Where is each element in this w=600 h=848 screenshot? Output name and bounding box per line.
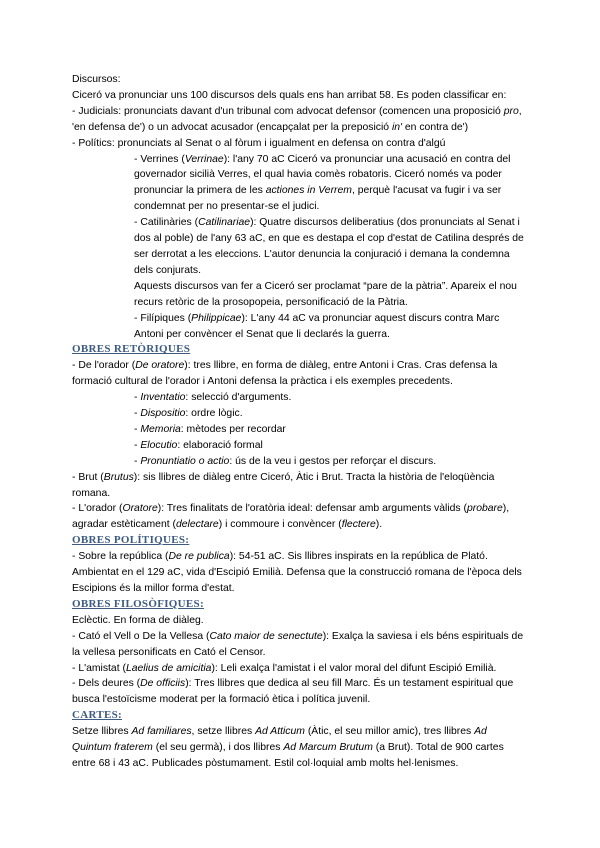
list-item: - Memoria: mètodes per recordar bbox=[134, 423, 286, 435]
list-item: - Pronuntiatio o actio: ús de la veu i gestos per reforçar el discurs. bbox=[134, 455, 437, 467]
politiques-heading: OBRES POLÍTIQUES: bbox=[72, 534, 190, 547]
filipiques-paragraph: - Filípiques (Philippicae): L'any 44 aC va pronunciar aquest discurs contra Marc Antoni per convèncer el Senat que li declarés la guerra. bbox=[134, 312, 500, 340]
retoriques-heading: OBRES RETÒRIQUES bbox=[72, 343, 191, 356]
list-item: - Inventatio: selecció d'arguments. bbox=[134, 392, 292, 404]
republica-paragraph: - Sobre la república (De re publica): 54-51 aC. Sis llibres inspirats en la república de Plató. Ambientat en el 129 aC, vida d'Escipió Emilià. Defensa que la construcció romana de l'època dels Escipions és la millor forma d'estat. bbox=[72, 551, 522, 594]
aquests-paragraph: Aquests discursos van fer a Ciceró ser proclamat “pare de la pàtria”. Apareix el nou recurs retòric de la prosopopeia, personificació de la Pàtria. bbox=[134, 280, 517, 308]
cartes-paragraph: Setze llibres Ad familiares, setze llibres Ad Atticum (Àtic, el seu millor amic), tres llibres Ad Quintum fraterem (el seu germà), i dos llibres Ad Marcum Brutum (a Brut). Total de 900 cartes entre 68 i 43 aC. Publicades pòstumament. Estil col·loquial amb molts hel·lenismes. bbox=[72, 726, 504, 769]
amistat-paragraph: - L'amistat (Laelius de amicitia): Leli exalça l'amistat i el valor moral del difunt Escipió Emilià. bbox=[72, 662, 497, 674]
filosofiques-heading: OBRES FILOSÒFIQUES: bbox=[72, 597, 204, 610]
orator-paragraph: - L'orador (Oratore): Tres finalitats de l'oratòria ideal: defensar amb arguments vàlids (probare), agradar estèticament (delectare) i commoure i convèncer (flectere). bbox=[72, 503, 510, 531]
cartes-heading: CARTES: bbox=[72, 709, 122, 722]
judicials-paragraph: - Judicials: pronunciats davant d'un tribunal com advocat defensor (comencen una proposició pro, 'en defensa de') o un advocat acusador (encapçalat per la preposició in' en contra de') bbox=[72, 105, 522, 133]
discursos-title: Discursos: bbox=[72, 74, 121, 85]
deures-paragraph: - Dels deures (De officiis): Tres llibres que dedica al seu fill Marc. És un testament espiritual que busca l'estoïcisme moderat per la formació ètica i política juvenil. bbox=[72, 678, 514, 706]
verrines-paragraph: - Verrines (Verrinae): l'any 70 aC Ciceró va pronunciar una acusació en contra del governador sicilià Verres, el qual havia comès robatoris. Ciceró només va poder pronunciar la primera de les actiones in Verrem, perquè l'acusat va fugir i va ser condemnat per no presentar-se el judici. bbox=[134, 153, 511, 213]
discursos-intro: Ciceró va pronunciar uns 100 discursos dels quals ens han arribat 58. Es poden classificar en: bbox=[72, 89, 507, 101]
document-page bbox=[72, 72, 524, 772]
list-item: - Elocutio: elaboració formal bbox=[134, 439, 263, 451]
list-item: - Dispositio: ordre lògic. bbox=[134, 408, 243, 420]
de-oratore-paragraph: - De l'orador (De oratore): tres llibre, en forma de diàleg, entre Antoni i Cras. Cras defensa la formació cultural de l'orador i Antoni defensa la pràctica i els exemples precedents. bbox=[72, 360, 498, 388]
cato-paragraph: - Cató el Vell o De la Vellesa (Cato maior de senectute): Exalça la saviesa i els béns espirituals de la vellesa personificats en Cató el Censor. bbox=[72, 630, 524, 658]
politics-paragraph: - Polítics: pronunciats al Senat o al fòrum i igualment en defensa on contra d'algú bbox=[72, 137, 446, 149]
filosofiques-intro: Eclèctic. En forma de diàleg. bbox=[72, 614, 204, 626]
brut-paragraph: - Brut (Brutus): sis llibres de diàleg entre Ciceró, Àtic i Brut. Tracta la història de l'eloqüència romana. bbox=[72, 471, 495, 499]
catilinaries-paragraph: - Catilinàries (Catilinariae): Quatre discursos deliberatius (dos pronunciats al Senat i dos al poble) de l'any 63 aC, en que es destapa el cop d'estat de Catilina després de ser derrotat a les eleccions. L'autor denuncia la conjuració i demana la condemna dels conjurats. bbox=[134, 217, 524, 276]
